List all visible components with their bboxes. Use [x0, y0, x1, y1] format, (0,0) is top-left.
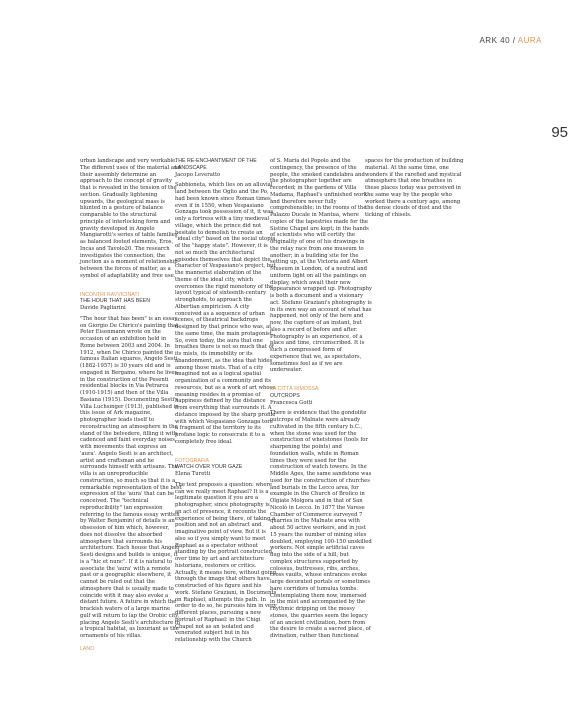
- page-number: 95: [551, 124, 568, 141]
- paragraph: Sabbioneta, which lies on an alluvial land between the Oglio and the Po, had been known since Roman times, even if in 1550, when Vespasiano Gonzaga took possession of it, it was only a fortress with a tiny medieval village, which the prince did not hesitate to demolish to create an "ideal city" based on the social utopia of the "happy state". However, it is not so much the architectural episodes themselves that depict the character of Vespasiano's project, but the mannerist elaboration of the theme of the ideal city, which overcomes the rigid monotony of the layout typical of sixteenth-century strongholds, to approach the Albertian empiricism. A city conceived as a sequence of urban scenes, of theatrical backdrops designed by that prince who was, at the same time, the main protagonist. So, even today, the aura that one breathes there is not so much that of its mists, its immobility or its abandonment, as the idea that hides among those mists. That of a city imagined not as a logical spatial organization of a community and its resources, but as a work of art whose meaning resides in a promise of happiness defined by the distance from everything that surrounds it. A distance imposed by the sharp profile with which Vespasiano Gonzaga tore a fragment of the territory to its profane logic to consecrate it to a completely free ideal.: [175, 182, 276, 445]
- section-author: Elena Turetti: [175, 471, 211, 477]
- paragraph: "The hour that has been" is an essay on Giorgio De Chirico's painting that Peter Eisenmann wrote on the occasion of an exhibition held in Rome between 2003 and 2004. In 1912, when De Chirico painted the famous Italian squares, Angelo Sesti (1882-1957) is 30 years old and is engaged in Bergamo, where he lives, in the construction of the Pesenti residential blocks in Via Petrarca (1910-1915) and then of the Villa Basiana (1915). Documenting Sesti's Villa Luchsinger (1913), published in this issue of Ark magazine, photographer leads itself to reconstructing an atmosphere in the stand of the belvedere, filling it with cadenced and faint everyday noises, with movements that express an 'aura'. Angelo Sesti is an architect, artist and craftsman and he surrounds himself with artisans. The villa is an unreproducible construction, so much so that it is a remarkable representation of the best expression of the 'aura' that can be conceived. The "technical reproducibility" (an expression referring to the famous essay written by Walter Benjamin) of details is an obsession of him which, however, does not dissolve the absorbed atmosphere that surrounds his architecture. Each house that Angelo Sesti designs and builds is unique, it is a "hic et nunc". If it is natural to associate the 'aura' with a remote past or a geographic elsewhere, it cannot be ruled out that the atmosphere that is usually made to coincide with it may also evoke a distant future. A future in which the brackish waters of a large marine gulf will return to lap the Orobic city, placing Angelo Sesti's architecture in a tropical habitat, as luxuriant as the ornaments of his villas.: [80, 315, 182, 639]
- section-title: LA CITTÀ RIMOSSA: [270, 386, 319, 392]
- section-title: INCONTRI RAVVICINATI: [80, 291, 140, 298]
- text-column-4: [365, 158, 467, 219]
- text-column-3: [270, 158, 372, 640]
- section-subtitle: WATCH OVER YOUR GAZE: [175, 464, 243, 471]
- paragraph: The text proposes a question: where can we really meet Raphael? It is a legitimate question if you are a photographer, since photography is an act of presence, it recounts the experience of being there, of taking a position and not an abstract and imaginative point of view. But it is also so if you simply want to meet Raphael as a spectator without standing by the portrait constructed over time by art and architecture historians, restorers or critics. Actually, it means here, without going through the image that others have constructed of his figure and his work. Stefano Graziani, in Documents on Raphael, attempts this path. In order to do so, he pursues him in very different places, pursuing a new portrait of Raphael: in the Chigi Chapel not as an isolated and venerated subject but in his relationship with the Church: [175, 481, 277, 643]
- page-header: [0, 36, 580, 48]
- text-column-2: [175, 158, 277, 644]
- section-title: THE RE-ENCHANTMENT OF THE LANDSCAPE: [175, 158, 257, 171]
- section-author: Davide Pagliarini: [80, 305, 126, 311]
- paragraph: urban landscape and very workable. The different uses of the material and their assembly determine an approach to the concept of gravity that is revealed in the tension of the section. Gradually lightening upwards, the geological mass is blunted in a gesture of balance comparable to the structural principle of interlocking form and gravity developed in Angelo Mangiarotti's series of table families as balanced footed elements, Eros, Incas and Tavolo20. The research investigates the connection, the junction as a moment of relationship between the forces of matter, as a symbol of adaptability and free use.: [80, 158, 181, 279]
- section-author: Jacopo Leveratto: [175, 171, 221, 178]
- paragraph: spaces for the production of building material. At the same time, one wonders if the rarefied and mystical atmosphere that one breathes in these places today was perceived in the same way by the people who worked there a century ago, among the dense clouds of dust and the ticking of chisels.: [365, 158, 464, 218]
- section-subtitle: THE HOUR THAT HAS BEEN: [80, 298, 151, 305]
- text-column-1: [80, 158, 182, 653]
- section-title: LAND: [80, 645, 95, 652]
- paragraph: There is evidence that the gondolite outcrops of Malnate were already cultivated in the fifth century b.C., when the stone was used for the construction of whetstones (tools for sharpening the points) and foundation walls, while in Roman times they were used for the construction of watch towers. In the Middle Ages, the same sandstone was used for the construction of churches and burials in the Lecco area, for example in the Church of Brolico in Olgiate Molgora and in that of San Nicolò in Lecco. In 1877 the Varese Chamber of Commerce surveyed 7 quarries in the Malnate area with about 50 active workers, and in just 15 years the number of mining sites doubled, employing 100-150 unskilled workers. Not simple artificial caves dug into the side of a hill, but complex structures supported by colossus, buttresses, ribs, arches, cross vaults, whose entrances evoke large decorated portals or sometimes bare corridors of tumulus tombs. Contemplating them now, immersed in the mist and accompanied by the rhythmic dripping on the mossy stones, the quarries seem the legacy of an ancient civilization, born from the desire to create a sacred place, of divination, rather than functional: [270, 410, 372, 639]
- section-subtitle: OUTCROPS: [270, 392, 300, 399]
- section-name: AURA: [517, 36, 542, 45]
- section-author: Francesca Gotti: [270, 399, 313, 406]
- paragraph: of S. Maria del Popolo and the contingency, the presence of the people, the smoked candelabra and the photographer together are recorded; in the gardens of Villa Madama, Raphael's unfinished work and therefore never fully comprehensible; in the rooms of the Palazzo Ducale in Mantua, where copies of the tapestries made for the Sistine Chapel are kept; in the hands of scientists who will certify the originality of one of his drawings in the relay race from one museum to another; in a building site for the setting up, at the Victoria and Albert Museum in London, of a neutral and uniform light on all the paintings on display, which await their new appearance wrapped up. Photography is both a document and a visionary act. Stefano Graziani's photography is in its own way an account of what has happened, not only of the here and now, the capture of an instant, but also a record of before and after. Photography is an experience, of a place and time, circumscribed. It is such a compressed form of experience that we, as spectators, sometimes feel as if we are underwater.: [270, 158, 372, 374]
- section-title: FOTOGRAFIA: [175, 457, 210, 464]
- magazine-name: ARK 40 /: [479, 36, 518, 45]
- running-header: [479, 36, 542, 45]
